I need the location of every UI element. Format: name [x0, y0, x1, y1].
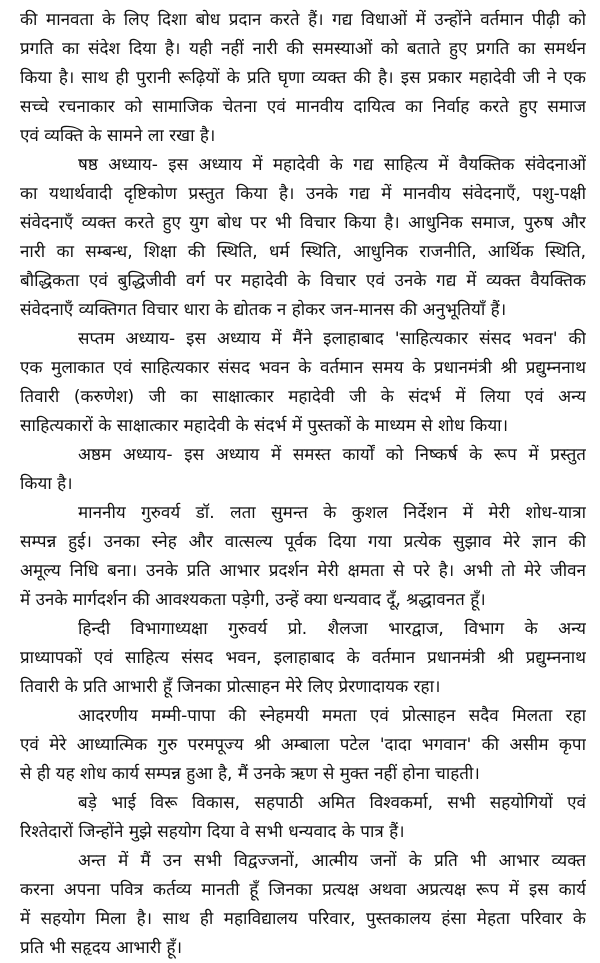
text-line: करना अपना पवित्र कर्तव्य मानती हूँ जिनका प्रत्यक्ष अथवा अप्रत्यक्ष रूप में इस कार्य: [20, 880, 586, 900]
text-line: में उनके मार्गदर्शन की आवश्यकता पड़ेगी, उन्हें क्या धन्यवाद दूँ, श्रद्धावनत हूँ।: [20, 590, 486, 610]
text-line: किया है।: [20, 474, 73, 494]
text-line: एवं मेरे आध्यात्मिक गुरु परमपूज्य श्री अम्बाला पटेल 'दादा भगवान' की असीम कृपा: [20, 735, 586, 755]
text-line: अमूल्य निधि बना। उनके प्रति आभार प्रदर्शन मेरी क्षमता से परे है। अभी तो मेरे जीवन: [20, 561, 586, 581]
text-line: प्राध्यापकों एवं साहित्य संसद भवन, इलाहाबाद के वर्तमान प्रधानमंत्री श्री प्रद्युम्ननाथ: [20, 648, 586, 668]
text-line: साहित्यकारों के साक्षात्कार महादेवी के संदर्भ में पुस्तकों के माध्यम से शोध किया।: [20, 416, 509, 436]
text-line: तिवारी (करुणेश) जी का साक्षात्कार महादेवी जी के संदर्भ में लिया एवं अन्य: [20, 387, 586, 407]
text-line: अन्त में मैं उन सभी विद्वज्जनों, आत्मीय जनों के प्रति भी आभार व्यक्त: [78, 851, 586, 871]
text-line: षष्ठ अध्याय- इस अध्याय में महादेवी के गद्य साहित्य में वैयक्तिक संवेदनाओं: [78, 155, 586, 175]
text-line: एवं व्यक्ति के सामने ला रखा है।: [20, 126, 216, 146]
text-line: नारी का सम्बन्ध, शिक्षा की स्थिति, धर्म स्थिति, आधुनिक राजनीति, आर्थिक स्थिति,: [20, 242, 586, 262]
text-line: अष्ठम अध्याय- इस अध्याय में समस्त कार्यों को निष्कर्ष के रूप में प्रस्तुत: [78, 445, 586, 465]
text-line: का यथार्थवादी दृष्टिकोण प्रस्तुत किया है। उनके गद्य में मानवीय संवेदनाएँ, पशु-पक्षी: [20, 184, 586, 204]
text-line: बड़े भाई विरू विकास, सहपाठी अमित विश्वकर्मा, सभी सहयोगियों एवं: [78, 793, 586, 813]
text-line: माननीय गुरुवर्य डॉ. लता सुमन्त के कुशल निर्देशन में मेरी शोध-यात्रा: [78, 503, 586, 523]
text-line: किया है। साथ ही पुरानी रूढ़ियों के प्रति घृणा व्यक्त की है। इस प्रकार महादेवी जी ने एक: [20, 68, 586, 88]
text-line: संवेदनाएँ व्यक्त करते हुए युग बोध पर भी विचार किया है। आधुनिक समाज, पुरुष और: [20, 213, 586, 233]
text-line: सप्तम अध्याय- इस अध्याय में मैंने इलाहाबाद 'साहित्यकार संसद भवन' की: [78, 329, 586, 349]
text-line: हिन्दी विभागाध्यक्षा गुरुवर्य प्रो. शैलजा भारद्वाज, विभाग के अन्य: [78, 619, 586, 639]
text-line: रिश्तेदारों जिन्होंने मुझे सहयोग दिया वे सभी धन्यवाद के पात्र हैं।: [20, 822, 405, 842]
text-line: से ही यह शोध कार्य सम्पन्न हुआ है, मैं उनके ऋण से मुक्त नहीं होना चाहती।: [20, 764, 480, 784]
text-line: बौद्धिकता एवं बुद्धिजीवी वर्ग पर महादेवी के विचार एवं उनके गद्य में व्यक्त वैयक्तिक: [20, 271, 586, 291]
text-line: की मानवता के लिए दिशा बोध प्रदान करते हैं। गद्य विधाओं में उन्होंने वर्तमान पीढ़ी को: [20, 10, 586, 30]
text-line: सम्पन्न हुई। उनका स्नेह और वात्सल्य पूर्वक दिया गया प्रत्येक सुझाव मेरे ज्ञान की: [20, 532, 586, 552]
text-line: एक मुलाकात एवं साहित्यकार संसद भवन के वर्तमान समय के प्रधानमंत्री श्री प्रद्युम्ननाथ: [20, 358, 586, 378]
text-line: में सहयोग मिला है। साथ ही महाविद्यालय परिवार, पुस्तकालय हंसा मेहता परिवार के: [20, 909, 586, 929]
document-page: [20, 6, 586, 958]
text-line: सच्चे रचनाकार को सामाजिक चेतना एवं मानवीय दायित्व का निर्वाह करते हुए समाज: [20, 97, 586, 117]
text-line: तिवारी के प्रति आभारी हूँ जिनका प्रोत्साहन मेरे लिए प्रेरणादायक रहा।: [20, 677, 441, 697]
text-line: प्रगति का संदेश दिया है। यही नहीं नारी की समस्याओं को बताते हुए प्रगति का समर्थन: [20, 39, 586, 59]
text-line: संवेदनाएँ व्यक्तिगत विचार धारा के द्योतक न होकर जन-मानस की अनुभूतियाँ हैं।: [20, 300, 507, 320]
text-line: प्रति भी सहृदय आभारी हूँ।: [20, 938, 183, 958]
text-line: आदरणीय मम्मी-पापा की स्नेहमयी ममता एवं प्रोत्साहन सदैव मिलता रहा: [78, 706, 586, 726]
